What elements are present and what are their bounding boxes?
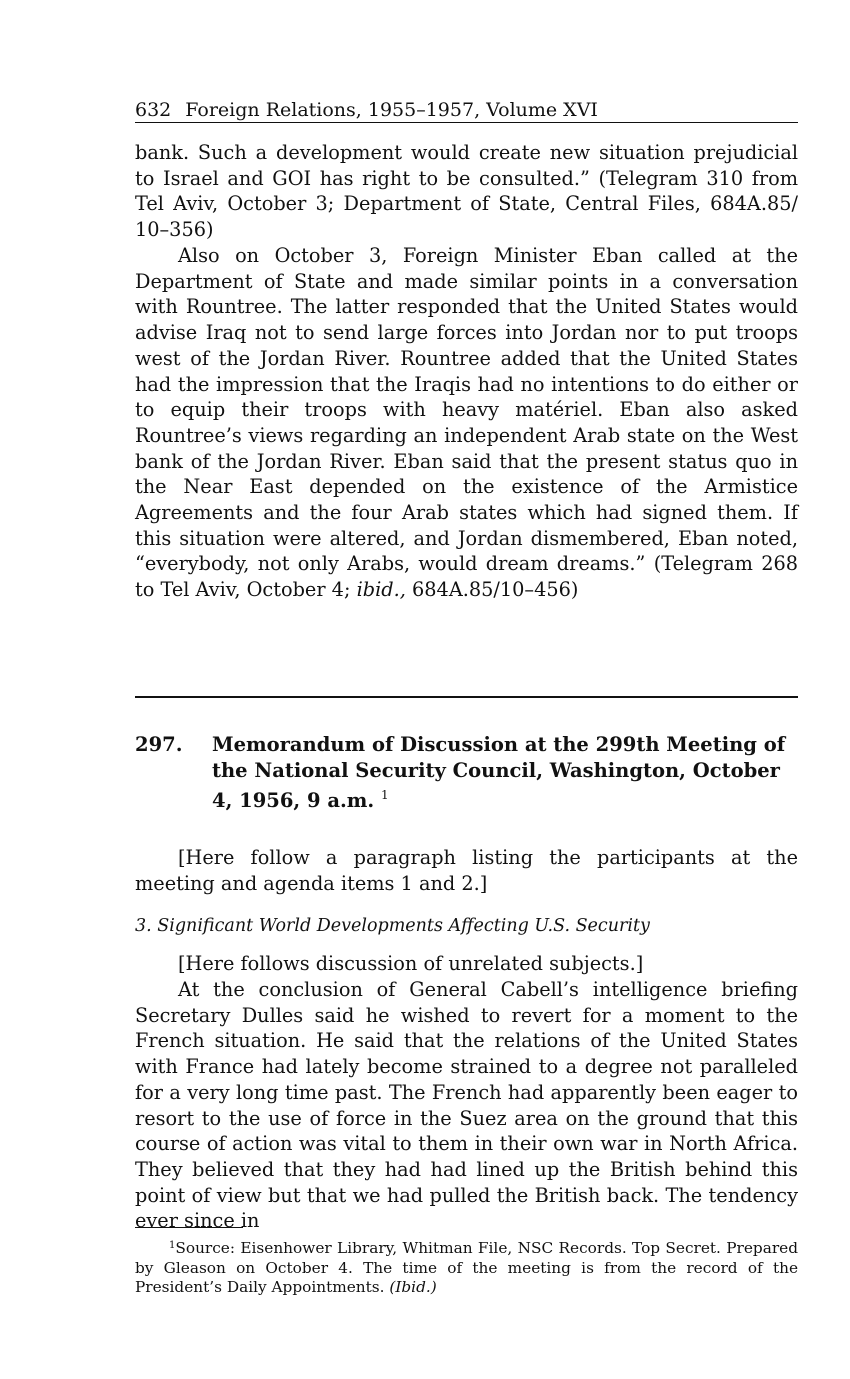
ibid-ref: ibid., (356, 578, 406, 602)
eban-text: Also on October 3, Foreign Minister Eban called at the Department of State and made similar points in a conversation with Rountree. The latter responded that the United States would advise Iraq not to send large forces into Jordan nor to put troops west of the Jordan River. Rountree added that the United States had the impression that the Iraqis had no intentions to do either or to equip their troops with heavy matériel. Eban also asked Rountree’s views regarding an independent Arab state on the West bank of the Jordan River. Eban said that the present status quo in the Near East depended on the existence of the Armistice Agreements and the four Arab states which had signed them. If this situation were altered, and Jordan dismembered, Eban noted, “everybody, not only Arabs, would dream dreams.” (Telegram 268 to Tel Aviv, October 4; (135, 244, 798, 602)
eban-paragraph (135, 243, 798, 603)
footnote-divider (135, 1227, 243, 1228)
footnote-text: Source: Eisenhower Library, Whitman File, NSC Records. Top Secret. Prepared by Gleason on October 4. The time of the meeting is from the record of the President’s Daily Appointments. (135, 1239, 798, 1296)
document-title-text: Memorandum of Discussion at the 299th Meeting of the National Security Council, Washington, October 4, 1956, 9 a.m. (212, 733, 786, 812)
unrelated-text: [Here follows discussion of unrelated subjects.] (178, 952, 644, 975)
continuation-paragraph (135, 140, 798, 243)
section-divider (135, 696, 798, 698)
section-heading (135, 914, 798, 939)
document-number: 297. (135, 733, 183, 756)
unrelated-note (135, 951, 798, 977)
continuation-text: bank. Such a development would create new situation prejudicial to Israel and GOI has right to be consulted.” (Telegram 310 from Tel Aviv, October 3; Department of State, Central Files, 684A.85/ 10–356) (135, 141, 798, 242)
footnote-ibid: (Ibid.) (389, 1278, 437, 1296)
document-title (212, 732, 798, 814)
volume-title: Foreign Relations, 1955–1957, Volume XVI (185, 99, 598, 121)
footnote-marker: 1 (169, 1240, 176, 1251)
participants-note (135, 845, 798, 896)
footnote-ref: 1 (381, 788, 389, 802)
section-heading-text: 3. Significant World Developments Affecting U.S. Security (135, 916, 650, 936)
footnote (135, 1236, 798, 1298)
eban-citation-tail: 684A.85/10–456) (412, 578, 579, 602)
dulles-paragraph (135, 977, 798, 1234)
page-number: 632 (135, 99, 172, 121)
participants-text: [Here follow a paragraph listing the participants at the meeting and agenda items 1 and 2.] (135, 846, 798, 895)
running-head (135, 98, 798, 123)
dulles-text: At the conclusion of General Cabell’s intelligence briefing Secretary Dulles said he wished to revert for a moment to the French situation. He said that the relations of the United States with France had lately become strained to a degree not paralleled for a very long time past. The French had apparently been eager to resort to the use of force in the Suez area on the ground that this course of action was vital to them in their own war in North Africa. They believed that they had had lined up the British behind this point of view but that we had pulled the British back. The tendency ever since in (135, 978, 798, 1233)
